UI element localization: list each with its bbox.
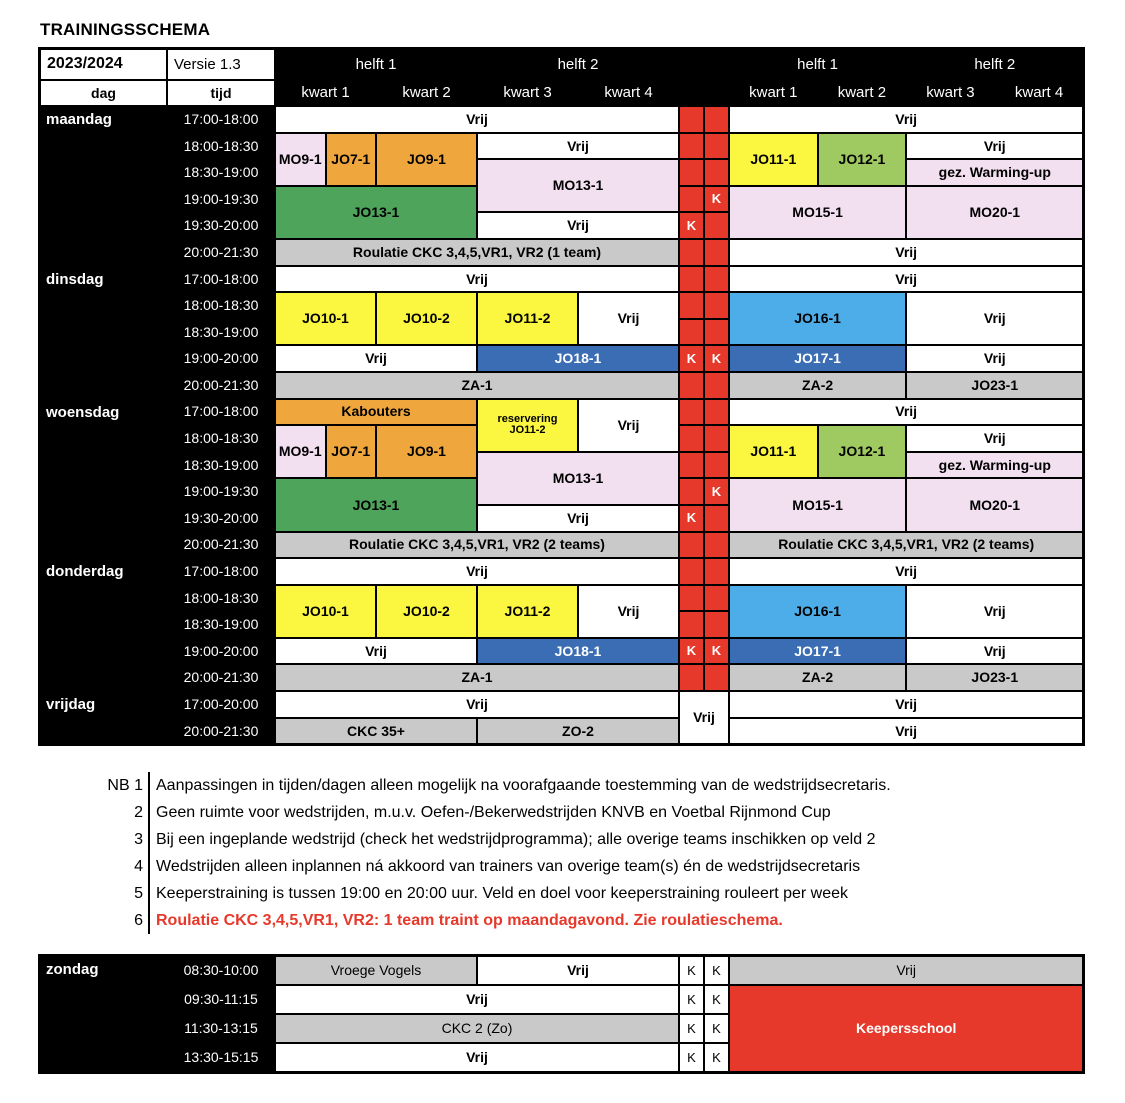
- note-row: [38, 853, 1125, 880]
- slot-vrij: Vrij: [729, 106, 1083, 133]
- note-text: Wedstrijden alleen inplannen ná akkoord van trainers van overige team(s) én de wedstrijdsecretaris: [148, 853, 860, 880]
- cell-17-00-18-00: 17:00-18:00: [167, 558, 275, 585]
- block-roulatie-2teams: Roulatie CKC 3,4,5,VR1, VR2 (2 teams): [729, 532, 1083, 559]
- block-ckc-2-zo: CKC 2 (Zo): [275, 1014, 679, 1043]
- cell-17-00-18-00: 17:00-18:00: [167, 106, 275, 133]
- keeper-cell: K: [704, 1043, 729, 1072]
- block-roulatie-1team: Roulatie CKC 3,4,5,VR1, VR2 (1 team): [275, 239, 679, 266]
- k-column-cell: [679, 585, 704, 612]
- k-column-cell: [704, 505, 729, 532]
- tijd-header: tijd: [167, 80, 275, 106]
- note-row: [38, 772, 1125, 799]
- k-column-cell: [679, 159, 704, 186]
- slot-vrij: Vrij: [906, 425, 1083, 452]
- block-ckc-35plus: CKC 35+: [275, 718, 477, 745]
- block-za-1: ZA-1: [275, 664, 679, 691]
- cell-18-30-19-00: 18:30-19:00: [167, 611, 275, 638]
- block-jo9-1: JO9-1: [376, 425, 477, 478]
- slot-vrij: Vrij: [275, 691, 679, 718]
- block-za-1: ZA-1: [275, 372, 679, 399]
- k-column-cell: [704, 399, 729, 426]
- keeper-slot: K: [704, 638, 729, 665]
- k-column-cell: [679, 611, 704, 638]
- version-label: Versie 1.3: [167, 49, 275, 80]
- block-za-2: ZA-2: [729, 372, 906, 399]
- block-mo20-1: MO20-1: [906, 186, 1083, 239]
- block-gez-warming-up: gez. Warming-up: [906, 159, 1083, 186]
- day-zondag: zondag: [40, 956, 167, 1072]
- k-column-cell: [679, 106, 704, 133]
- block-jo7-1: JO7-1: [326, 133, 377, 186]
- field2-kwart3-header: kwart 3: [906, 80, 995, 106]
- slot-vrij: Vrij: [729, 956, 1083, 985]
- cell-19-00-19-30: 19:00-19:30: [167, 478, 275, 505]
- slot-vrij: Vrij: [729, 399, 1083, 426]
- field2-kwart2-header: kwart 2: [818, 80, 907, 106]
- dag-header: dag: [40, 80, 167, 106]
- block-kabouters: Kabouters: [275, 399, 477, 426]
- k-column-cell: [679, 452, 704, 479]
- block-mo15-1: MO15-1: [729, 186, 906, 239]
- slot-vrij: Vrij: [578, 292, 679, 345]
- cell-18-30-19-00: 18:30-19:00: [167, 319, 275, 346]
- cell-19-00-20-00: 19:00-20:00: [167, 345, 275, 372]
- note-row: [38, 826, 1125, 853]
- k-column-cell: [679, 664, 704, 691]
- note-text: Geen ruimte voor wedstrijden, m.u.v. Oefen-/Bekerwedstrijden KNVB en Voetbal Rijnmond Cup: [148, 799, 831, 826]
- slot-vrij: Vrij: [729, 239, 1083, 266]
- k-column-cell: [704, 239, 729, 266]
- block-jo11-2: JO11-2: [477, 585, 578, 638]
- k-column-cell: [704, 212, 729, 239]
- block-mo20-1: MO20-1: [906, 478, 1083, 531]
- day-woensdag: woensdag: [40, 399, 167, 559]
- block-jo10-1: JO10-1: [275, 585, 376, 638]
- cell-17-00-18-00: 17:00-18:00: [167, 399, 275, 426]
- day-dinsdag: dinsdag: [40, 266, 167, 399]
- block-gez-warming-up: gez. Warming-up: [906, 452, 1083, 479]
- note-number: 3: [134, 831, 143, 849]
- slot-vrij: Vrij: [275, 1043, 679, 1072]
- block-jo23-1: JO23-1: [906, 372, 1083, 399]
- cell-18-00-18-30: 18:00-18:30: [167, 292, 275, 319]
- k-column-cell: [679, 425, 704, 452]
- note-text: Bij een ingeplande wedstrijd (check het wedstrijdprogramma); alle overige teams inschikken op veld 2: [148, 826, 875, 853]
- cell-08-30-10-00: 08:30-10:00: [167, 956, 275, 985]
- cell-18-30-19-00: 18:30-19:00: [167, 452, 275, 479]
- block-vroege-vogels: Vroege Vogels: [275, 956, 477, 985]
- k-column-cell: [679, 133, 704, 160]
- keeper-slot: K: [704, 186, 729, 213]
- slot-vrij: Vrij: [729, 558, 1083, 585]
- header-spacer: [679, 80, 729, 106]
- block-jo18-1: JO18-1: [477, 638, 679, 665]
- block-jo7-1: JO7-1: [326, 425, 377, 478]
- k-column-cell: [704, 611, 729, 638]
- note-number: 2: [134, 804, 143, 822]
- slot-vrij: Vrij: [729, 718, 1083, 745]
- field1-helft2-header: helft 2: [477, 49, 679, 80]
- cell-20-00-21-30: 20:00-21:30: [167, 239, 275, 266]
- block-jo16-1: JO16-1: [729, 292, 906, 345]
- k-column-cell: [679, 292, 704, 319]
- cell-18-00-18-30: 18:00-18:30: [167, 425, 275, 452]
- field1-kwart3-header: kwart 3: [477, 80, 578, 106]
- block-mo13-1: MO13-1: [477, 159, 679, 212]
- k-column-cell: [679, 372, 704, 399]
- block-zo-2: ZO-2: [477, 718, 679, 745]
- keeper-cell: K: [704, 1014, 729, 1043]
- cell-18-30-19-00: 18:30-19:00: [167, 159, 275, 186]
- k-column-cell: [704, 452, 729, 479]
- block-jo11-1: JO11-1: [729, 133, 818, 186]
- slot-vrij: Vrij: [275, 558, 679, 585]
- slot-vrij: Vrij: [906, 133, 1083, 160]
- k-column-cell: [704, 159, 729, 186]
- k-column-cell: [704, 558, 729, 585]
- keeper-slot: K: [704, 345, 729, 372]
- slot-vrij: Vrij: [477, 956, 679, 985]
- block-mo13-1: MO13-1: [477, 452, 679, 505]
- k-column-cell: [704, 664, 729, 691]
- slot-vrij: Vrij: [906, 585, 1083, 638]
- block-jo17-1: JO17-1: [729, 638, 906, 665]
- slot-vrij: Vrij: [729, 691, 1083, 718]
- slot-vrij: Vrij: [275, 638, 477, 665]
- keeper-slot: K: [679, 212, 704, 239]
- zondag-table: [38, 954, 1085, 1074]
- field2-helft2-header: helft 2: [906, 49, 1083, 80]
- slot-vrij: Vrij: [275, 985, 679, 1014]
- slot-vrij: Vrij: [578, 399, 679, 452]
- keeper-slot: K: [704, 478, 729, 505]
- page-title: TRAININGSSCHEMA: [40, 20, 211, 39]
- block-za-2: ZA-2: [729, 664, 906, 691]
- note-number: NB 1: [107, 777, 143, 795]
- cell-13-30-15-15: 13:30-15:15: [167, 1043, 275, 1072]
- block-jo9-1: JO9-1: [376, 133, 477, 186]
- day-donderdag: donderdag: [40, 558, 167, 691]
- cell-20-00-21-30: 20:00-21:30: [167, 664, 275, 691]
- block-jo16-1: JO16-1: [729, 585, 906, 638]
- k-column-cell: [704, 372, 729, 399]
- block-jo23-1: JO23-1: [906, 664, 1083, 691]
- cell-19-30-20-00: 19:30-20:00: [167, 505, 275, 532]
- block-jo12-1: JO12-1: [818, 425, 907, 478]
- field2-kwart4-header: kwart 4: [995, 80, 1084, 106]
- slot-vrij-keeper-area: Vrij: [679, 691, 729, 744]
- block-keepersschool: Keepersschool: [729, 985, 1083, 1072]
- keeper-cell: K: [704, 956, 729, 985]
- note-row: [38, 880, 1125, 907]
- day-vrijdag: vrijdag: [40, 691, 167, 744]
- keeper-cell: K: [679, 985, 704, 1014]
- keeper-cell: K: [679, 1014, 704, 1043]
- block-jo12-1: JO12-1: [818, 133, 907, 186]
- field1-kwart1-header: kwart 1: [275, 80, 376, 106]
- field2-kwart1-header: kwart 1: [729, 80, 818, 106]
- cell-20-00-21-30: 20:00-21:30: [167, 532, 275, 559]
- cell-17-00-18-00: 17:00-18:00: [167, 266, 275, 293]
- cell-18-00-18-30: 18:00-18:30: [167, 133, 275, 160]
- slot-vrij: Vrij: [906, 345, 1083, 372]
- k-column-cell: [679, 478, 704, 505]
- season-label: 2023/2024: [40, 49, 167, 80]
- k-column-cell: [704, 106, 729, 133]
- note-row: [38, 799, 1125, 826]
- field2-helft1-header: helft 1: [729, 49, 906, 80]
- slot-vrij: Vrij: [477, 505, 679, 532]
- header-spacer: [679, 49, 729, 80]
- note-text: Keeperstraining is tussen 19:00 en 20:00 uur. Veld en doel voor keeperstraining rouleert per week: [148, 880, 848, 907]
- note-number: 5: [134, 885, 143, 903]
- block-mo9-1: MO9-1: [275, 425, 326, 478]
- k-column-cell: [704, 319, 729, 346]
- keeper-cell: K: [704, 985, 729, 1014]
- block-jo17-1: JO17-1: [729, 345, 906, 372]
- k-column-cell: [679, 266, 704, 293]
- k-column-cell: [704, 133, 729, 160]
- field1-helft1-header: helft 1: [275, 49, 477, 80]
- notes-list: [38, 772, 1125, 934]
- slot-vrij: Vrij: [275, 106, 679, 133]
- block-jo18-1: JO18-1: [477, 345, 679, 372]
- slot-vrij: Vrij: [477, 133, 679, 160]
- keeper-slot: K: [679, 638, 704, 665]
- k-column-cell: [704, 585, 729, 612]
- note-number: 6: [134, 912, 143, 930]
- block-reservering-jo11-2: reservering JO11-2: [477, 399, 578, 452]
- keeper-cell: K: [679, 1043, 704, 1072]
- k-column-cell: [704, 266, 729, 293]
- k-column-cell: [679, 558, 704, 585]
- trainingsschema-table: [38, 47, 1085, 746]
- block-mo15-1: MO15-1: [729, 478, 906, 531]
- keeper-slot: K: [679, 345, 704, 372]
- k-column-cell: [679, 399, 704, 426]
- k-column-cell: [679, 319, 704, 346]
- field1-kwart4-header: kwart 4: [578, 80, 679, 106]
- cell-18-00-18-30: 18:00-18:30: [167, 585, 275, 612]
- block-mo9-1: MO9-1: [275, 133, 326, 186]
- slot-vrij: Vrij: [906, 292, 1083, 345]
- block-jo10-2: JO10-2: [376, 292, 477, 345]
- field1-kwart2-header: kwart 2: [376, 80, 477, 106]
- cell-17-00-20-00: 17:00-20:00: [167, 691, 275, 718]
- slot-vrij: Vrij: [275, 266, 679, 293]
- day-maandag: maandag: [40, 106, 167, 266]
- cell-19-00-19-30: 19:00-19:30: [167, 186, 275, 213]
- k-column-cell: [679, 239, 704, 266]
- block-jo13-1: JO13-1: [275, 186, 477, 239]
- note-text: Aanpassingen in tijden/dagen alleen mogelijk na voorafgaande toestemming van de wedstrijdsecretaris.: [148, 772, 891, 799]
- block-jo11-2: JO11-2: [477, 292, 578, 345]
- keeper-slot: K: [679, 505, 704, 532]
- keeper-cell: K: [679, 956, 704, 985]
- note-text: Roulatie CKC 3,4,5,VR1, VR2: 1 team traint op maandagavond. Zie roulatieschema.: [148, 907, 783, 934]
- block-jo13-1: JO13-1: [275, 478, 477, 531]
- k-column-cell: [704, 425, 729, 452]
- cell-19-30-20-00: 19:30-20:00: [167, 212, 275, 239]
- slot-vrij: Vrij: [477, 212, 679, 239]
- cell-19-00-20-00: 19:00-20:00: [167, 638, 275, 665]
- block-jo10-1: JO10-1: [275, 292, 376, 345]
- slot-vrij: Vrij: [578, 585, 679, 638]
- note-row: [38, 907, 1125, 934]
- k-column-cell: [679, 186, 704, 213]
- k-column-cell: [704, 292, 729, 319]
- cell-20-00-21-30: 20:00-21:30: [167, 372, 275, 399]
- cell-09-30-11-15: 09:30-11:15: [167, 985, 275, 1014]
- block-roulatie-2teams: Roulatie CKC 3,4,5,VR1, VR2 (2 teams): [275, 532, 679, 559]
- note-number: 4: [134, 858, 143, 876]
- slot-vrij: Vrij: [275, 345, 477, 372]
- cell-20-00-21-30: 20:00-21:30: [167, 718, 275, 745]
- slot-vrij: Vrij: [906, 638, 1083, 665]
- block-jo10-2: JO10-2: [376, 585, 477, 638]
- slot-vrij: Vrij: [729, 266, 1083, 293]
- block-jo11-1: JO11-1: [729, 425, 818, 478]
- k-column-cell: [679, 532, 704, 559]
- k-column-cell: [704, 532, 729, 559]
- cell-11-30-13-15: 11:30-13:15: [167, 1014, 275, 1043]
